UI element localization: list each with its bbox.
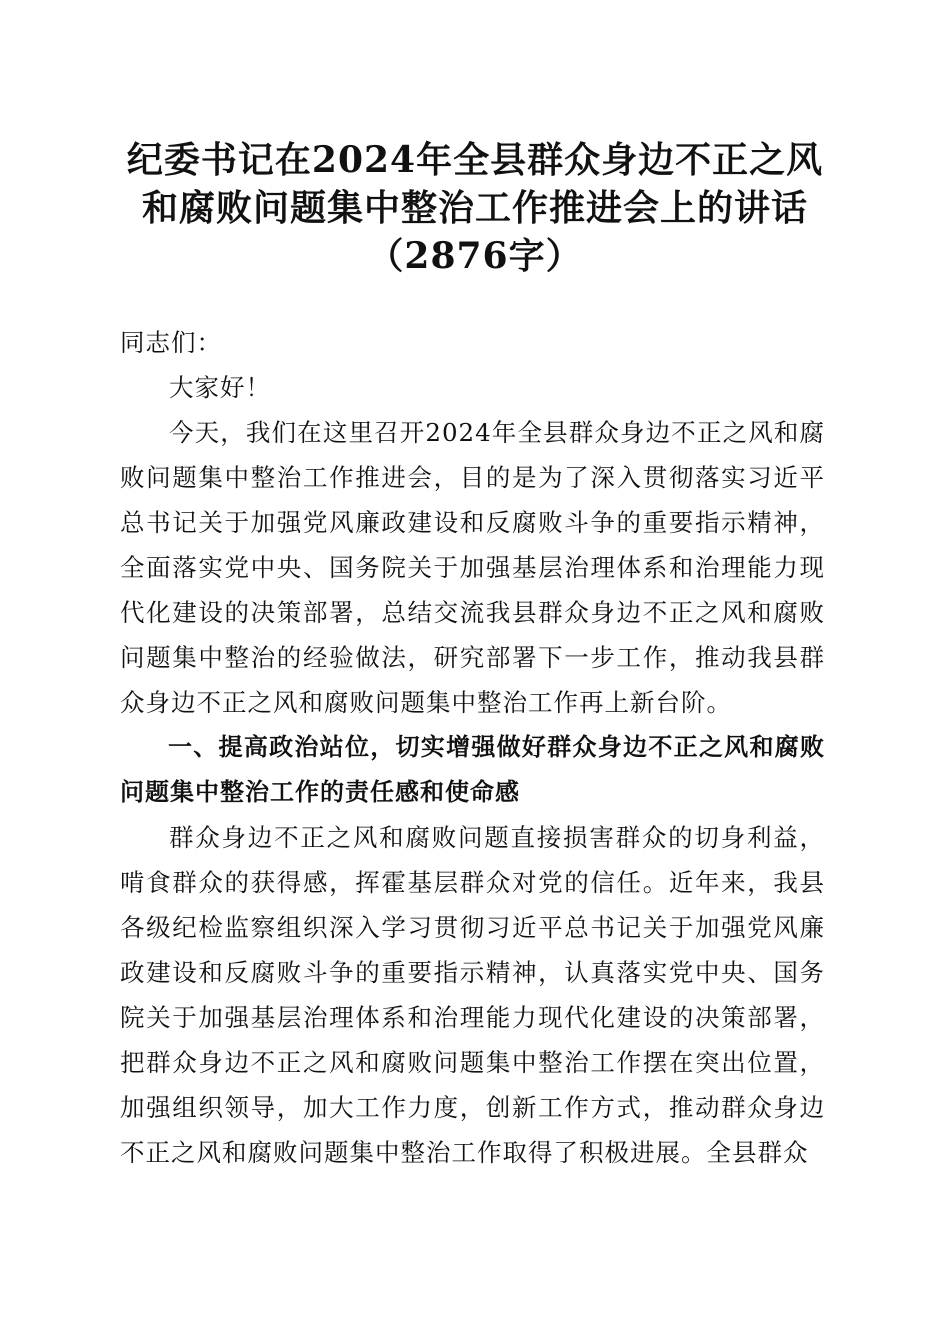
document-body bbox=[120, 320, 825, 1175]
greeting: 大家好！ bbox=[169, 373, 271, 402]
salutation: 同志们： bbox=[120, 328, 222, 357]
section-paragraph: 群众身边不正之风和腐败问题直接损害群众的切身利益，啃食群众的获得感，挥霍基层群众对党的信任。近年来，我县各级纪检监察组织深入学习贯彻习近平总书记关于加强党风廉政建设和反腐败斗争的重要指示精神，认真落实党中央、国务院关于加强基层治理体系和治理能力现代化建设的决策部署，把群众身边不正之风和腐败问题集中整治工作摆在突出位置，加强组织领导，加大工作力度，创新工作方式，推动群众身边不正之风和腐败问题集中整治工作取得了积极进展。全县群众 bbox=[120, 823, 825, 1167]
section-heading: 一、提高政治站位，切实增强做好群众身边不正之风和腐败问题集中整治工作的责任感和使命感 bbox=[120, 733, 825, 806]
intro-paragraph: 今天，我们在这里召开2024年全县群众身边不正之风和腐败问题集中整治工作推进会，目的是为了深入贯彻落实习近平总书记关于加强党风廉政建设和反腐败斗争的重要指示精神，全面落实党中央、国务院关于加强基层治理体系和治理能力现代化建设的决策部署，总结交流我县群众身边不正之风和腐败问题集中整治的经验做法，研究部署下一步工作，推动我县群众身边不正之风和腐败问题集中整治工作再上新台阶。 bbox=[120, 418, 825, 717]
document-title: 纪委书记在2024年全县群众身边不正之风和腐败问题集中整治工作推进会上的讲话（2876字） bbox=[126, 139, 824, 277]
